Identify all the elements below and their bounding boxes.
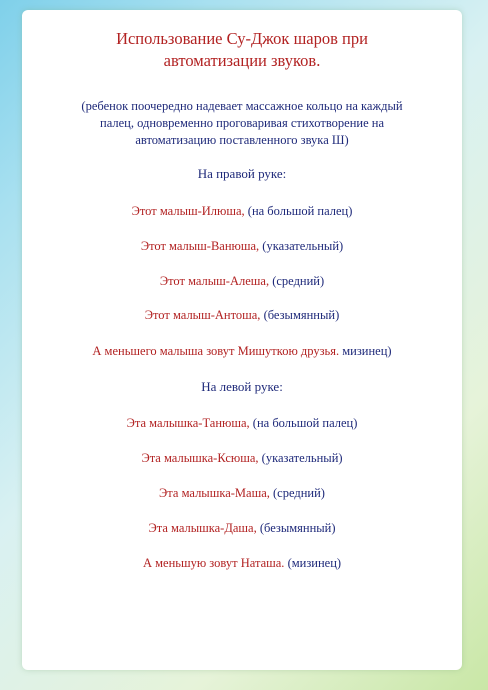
finger-note: (на большой палец) <box>247 204 353 218</box>
finger-note: мизинец) <box>342 344 392 358</box>
finger-note: (указательный) <box>262 239 344 253</box>
finger-note: (средний) <box>272 274 325 288</box>
verse-line <box>22 555 462 571</box>
verse-text: Этот малыш-Илюша, <box>131 204 245 218</box>
verse-line <box>22 415 462 431</box>
verse-text: Этот малыш-Ванюша, <box>140 239 260 253</box>
verse-text: Эта малышка-Ксюша, <box>141 451 259 465</box>
instruction-line-3: автоматизацию поставленного звука Ш) <box>135 133 349 147</box>
finger-note: (безымянный) <box>263 308 340 322</box>
verse-line <box>22 343 462 359</box>
verse-line <box>22 203 462 219</box>
verse-line <box>22 450 462 466</box>
page-title-line-2: автоматизации звуков. <box>163 51 321 70</box>
verse-text: А меньшую зовут Наташа. <box>142 556 285 570</box>
page-title-line-1: Использование Су-Джок шаров при <box>116 29 368 48</box>
left-hand-heading: На левой руке: <box>201 379 283 394</box>
verse-line <box>22 238 462 254</box>
finger-note: (на большой палец) <box>252 416 358 430</box>
finger-note: (безымянный) <box>259 521 336 535</box>
document-page <box>22 10 462 670</box>
instruction-line-2: палец, одновременно проговаривая стихотворение на <box>100 116 384 130</box>
verse-text: Эта малышка-Маша, <box>159 486 270 500</box>
verse-line <box>22 485 462 501</box>
finger-note: (мизинец) <box>287 556 342 570</box>
verse-text: Эта малышка-Даша, <box>148 521 257 535</box>
finger-note: (указательный) <box>261 451 343 465</box>
verse-text: Этот малыш-Антоша, <box>144 308 261 322</box>
verse-text: Эта малышка-Танюша, <box>126 416 250 430</box>
verse-line <box>22 520 462 536</box>
verse-text: А меньшего малыша зовут Мишуткою друзья. <box>92 344 340 358</box>
verse-line <box>22 307 462 323</box>
verse-line <box>22 273 462 289</box>
right-hand-heading: На правой руке: <box>197 166 287 181</box>
finger-note: (средний) <box>273 486 325 500</box>
instruction-line-1: (ребенок поочередно надевает массажное кольцо на каждый <box>81 99 403 113</box>
verse-text: Этот малыш-Алеша, <box>159 274 270 288</box>
